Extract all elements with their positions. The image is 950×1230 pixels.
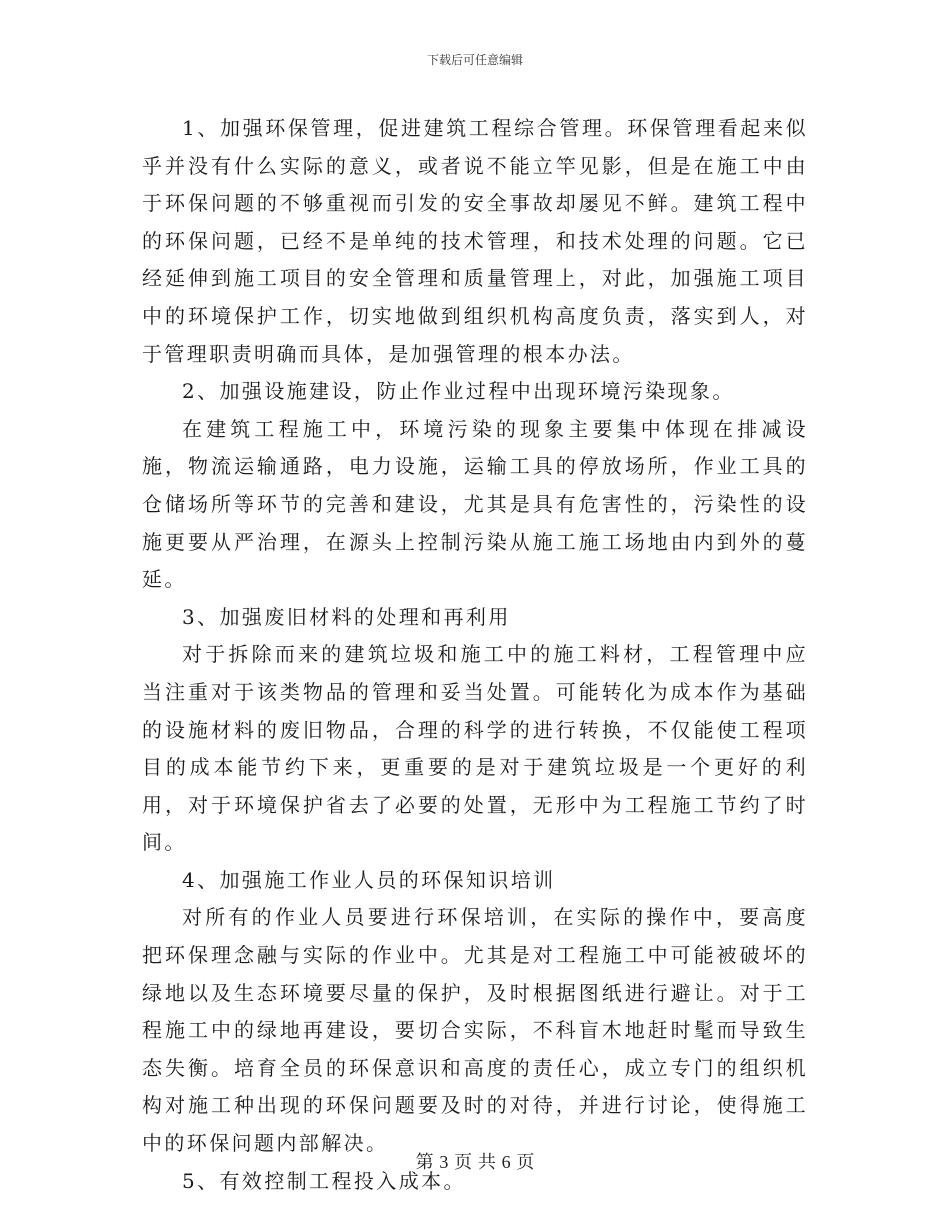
page-footer — [0, 1150, 950, 1175]
footer-middle: 页 共 — [454, 1152, 496, 1173]
current-page-number: 3 — [439, 1152, 449, 1172]
section-heading-3: 3、加强废旧材料的处理和再利用 — [182, 604, 511, 629]
paragraph-4: 对所有的作业人员要进行环保培训，在实际的操作中，要高度把环保理念融与实际的作业中。尤其是对工程施工中可能被破坏的绿地以及生态环境要尽量的保护，及时根据图纸进行避让。对于工程施工中的绿地再建设，要切合实际，不科盲木地赶时髦而导致生态失衡。培育全员的环保意识和高度的责任心，成立专门的组织机构对施工种出现的环保问题要及时的对待，并进行讨论，使得施工中的环保问题内部解决。 — [142, 905, 808, 1156]
document-body — [142, 110, 808, 1200]
page-header: 下载后可任意编辑 — [426, 53, 523, 67]
section-heading-2: 2、加强设施建设，防止作业过程中出现环境污染现象。 — [182, 379, 735, 404]
footer-suffix: 页 — [516, 1152, 535, 1173]
footer-prefix: 第 — [415, 1152, 434, 1173]
paragraph-2: 在建筑工程施工中，环境污染的现象主要集中体现在排减设施，物流运输通路，电力设施，运输工具的停放场所，作业工具的仓储场所等环节的完善和建设，尤其是具有危害性的，污染性的设施更要从严治理，在源头上控制污染从施工施工场地由内到外的蔓延。 — [142, 416, 808, 592]
paragraph-3: 对于拆除而来的建筑垃圾和施工中的施工料材，工程管理中应当注重对于该类物品的管理和妥当处置。可能转化为成本作为基础的设施材料的废旧物品，合理的科学的进行转换，不仅能使工程项目的成本能节约下来，更重要的是对于建筑垃圾是一个更好的利用，对于环境保护省去了必要的处置，无形中为工程施工节约了时间。 — [142, 642, 808, 855]
total-pages-number: 6 — [501, 1152, 511, 1172]
section-heading-5: 5、有效控制工程投入成本。 — [182, 1168, 466, 1193]
section-heading-4: 4、加强施工作业人员的环保知识培训 — [182, 867, 556, 892]
paragraph-1: 1、加强环保管理，促进建筑工程综合管理。环保管理看起来似乎并没有什么实际的意义，或者说不能立竿见影，但是在施工中由于环保问题的不够重视而引发的安全事故却屡见不鲜。建筑工程中的环保问题，已经不是单纯的技术管理，和技术处理的问题。它已经延伸到施工项目的安全管理和质量管理上，对此，加强施工项目中的环境保护工作，切实地做到组织机构高度负责，落实到人，对于管理职责明确而具体，是加强管理的根本办法。 — [142, 116, 808, 366]
